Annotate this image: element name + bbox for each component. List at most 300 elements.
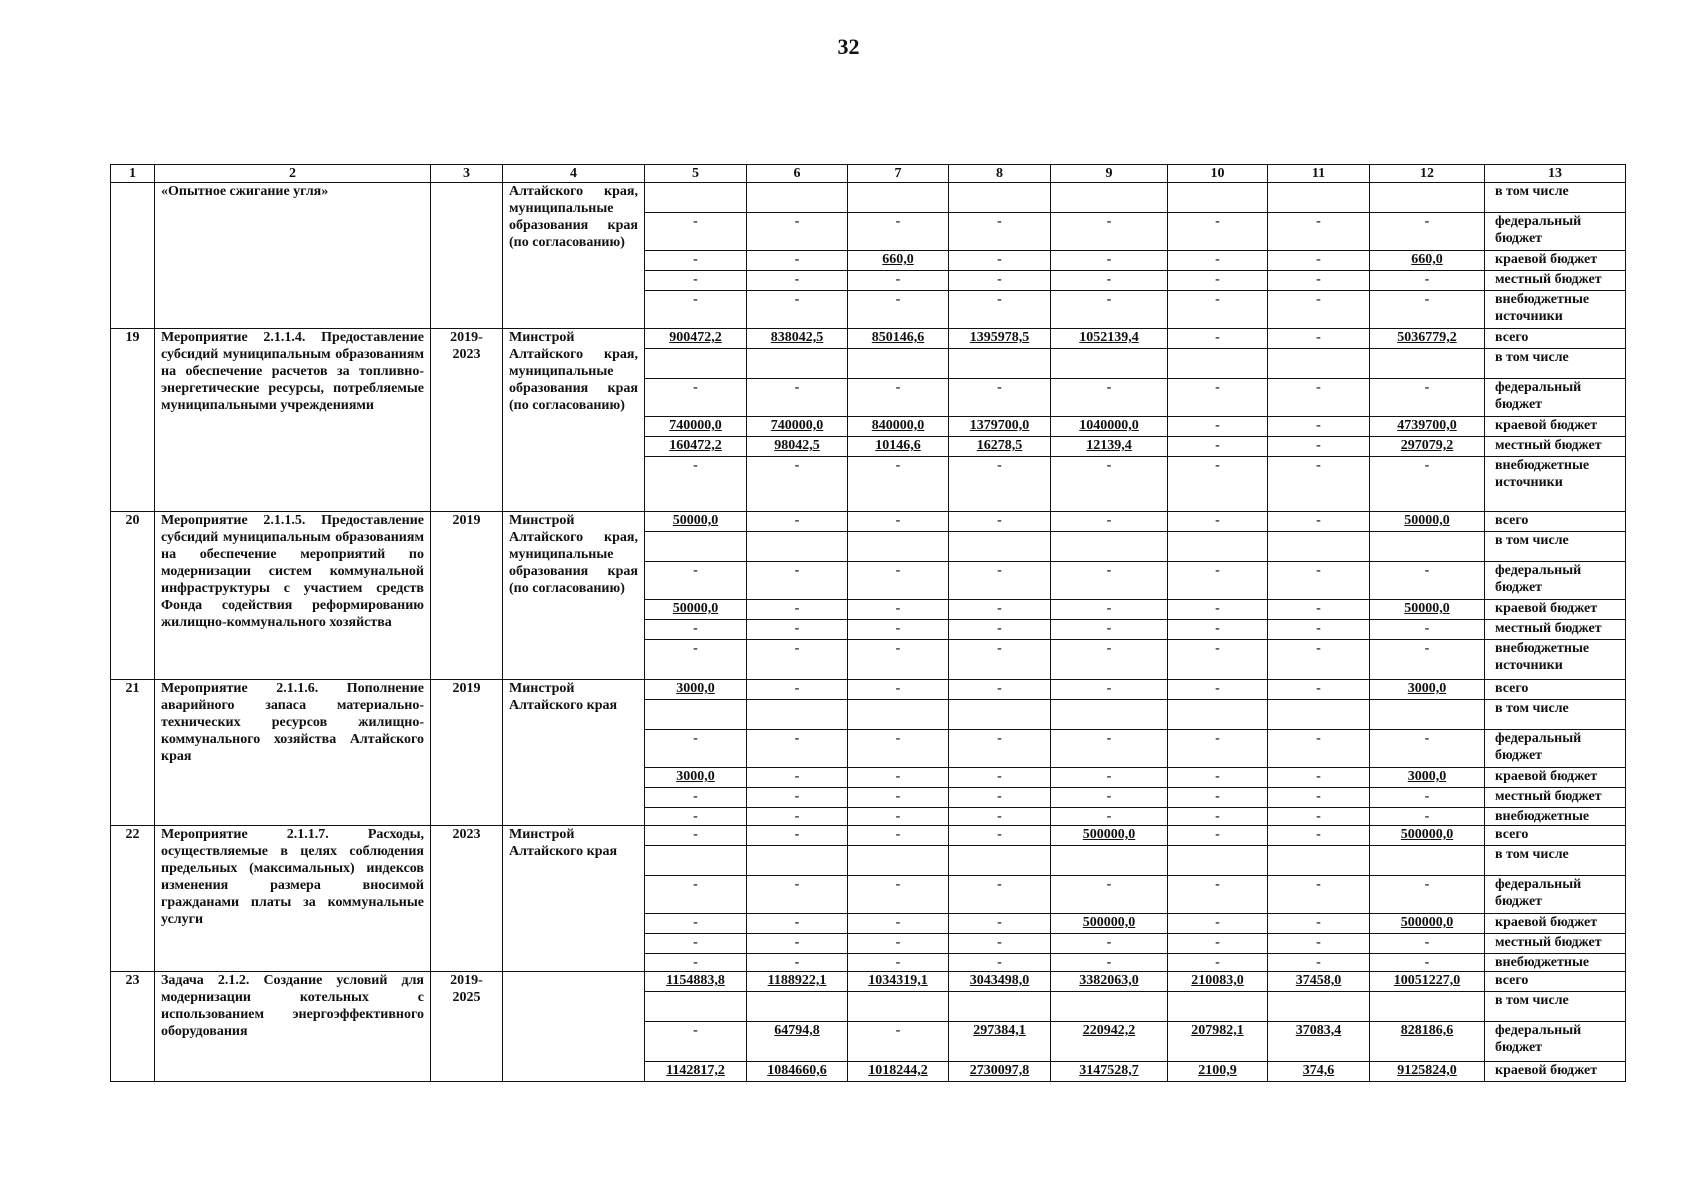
amount-cell (848, 914, 949, 934)
amount-cell (747, 349, 848, 379)
amount-cell (848, 417, 949, 437)
amount-value: - (997, 809, 1002, 824)
amount-value: - (997, 252, 1002, 267)
amount-value: - (794, 380, 800, 395)
amount-value: 50000,0 (672, 601, 719, 616)
amount-value: - (1316, 272, 1321, 287)
amount-value: - (997, 915, 1002, 930)
amount-cell (949, 213, 1051, 251)
amount-cell (645, 826, 747, 846)
amount-value: - (997, 955, 1002, 970)
amount-value: 1052139,4 (1079, 330, 1139, 345)
col-header: 1 (111, 165, 155, 183)
amount-value: - (1215, 214, 1220, 229)
amount-value: 740000,0 (770, 418, 824, 433)
amount-cell (848, 1022, 949, 1062)
amount-cell (747, 1062, 848, 1082)
amount-value: - (997, 214, 1002, 229)
amount-cell (645, 532, 747, 562)
amount-cell (1370, 680, 1485, 700)
amount-cell (747, 680, 848, 700)
amount-cell (1370, 417, 1485, 437)
amount-value: 50000,0 (1404, 513, 1450, 528)
amount-value: - (794, 214, 800, 229)
amount-value: 500000,0 (1400, 915, 1454, 930)
amount-value: - (895, 789, 901, 804)
amount-cell (1051, 700, 1168, 730)
amount-value: 1018244,2 (868, 1063, 928, 1078)
funding-source: в том числе (1485, 349, 1626, 379)
amount-cell (949, 437, 1051, 457)
amount-value: - (1106, 563, 1112, 578)
amount-value: - (1215, 601, 1220, 616)
amount-cell (645, 914, 747, 934)
amount-value: - (895, 827, 901, 842)
amount-cell (1051, 808, 1168, 826)
amount-value: - (895, 731, 901, 746)
amount-cell (848, 934, 949, 954)
amount-cell (1051, 934, 1168, 954)
amount-cell (1168, 640, 1268, 680)
funding-source: всего (1485, 972, 1626, 992)
amount-value: - (693, 955, 698, 970)
amount-cell (848, 457, 949, 512)
amount-cell (1370, 700, 1485, 730)
amount-value: - (1215, 769, 1220, 784)
executor: Минстрой Алтайского края (503, 826, 645, 972)
amount-value: 500000,0 (1082, 827, 1136, 842)
amount-cell (848, 512, 949, 532)
amount-cell (1168, 291, 1268, 329)
funding-source: федеральный бюджет (1485, 379, 1626, 417)
amount-cell (1051, 914, 1168, 934)
amount-value: - (1215, 438, 1220, 453)
amount-value: 10146,6 (875, 438, 921, 453)
amount-cell (949, 972, 1051, 992)
amount-cell (1370, 1022, 1485, 1062)
amount-value: - (997, 877, 1002, 892)
amount-cell (747, 562, 848, 600)
amount-cell (1268, 826, 1370, 846)
amount-value: 3000,0 (1407, 681, 1447, 696)
amount-cell (1370, 934, 1485, 954)
period: 2019-2025 (431, 972, 503, 1082)
amount-cell (949, 532, 1051, 562)
amount-value: - (997, 769, 1002, 784)
col-header: 10 (1168, 165, 1268, 183)
amount-value: 3382063,0 (1079, 973, 1139, 988)
amount-cell (1168, 1022, 1268, 1062)
amount-value: - (997, 621, 1002, 636)
amount-value: 210083,0 (1191, 973, 1244, 988)
amount-value: - (693, 252, 698, 267)
amount-cell (1268, 934, 1370, 954)
amount-value: 3000,0 (1407, 769, 1447, 784)
amount-cell (848, 437, 949, 457)
amount-cell (1051, 562, 1168, 600)
amount-value: 4739700,0 (1397, 418, 1457, 433)
amount-cell (1168, 700, 1268, 730)
amount-value: - (895, 272, 901, 287)
funding-source: в том числе (1485, 183, 1626, 213)
amount-cell (848, 532, 949, 562)
amount-cell (747, 992, 848, 1022)
measure-name: Мероприятие 2.1.1.7. Расходы, осуществляемые в целях соблюдения предельных (максимальных) индексов изменения размера вносимой гражданами платы за коммунальные услуги (155, 826, 431, 972)
funding-source: внебюджетные (1485, 808, 1626, 826)
funding-source: федеральный бюджет (1485, 1022, 1626, 1062)
amount-value: 2100,9 (1198, 1063, 1237, 1078)
funding-source: федеральный бюджет (1485, 213, 1626, 251)
amount-cell (645, 972, 747, 992)
amount-cell (1370, 562, 1485, 600)
amount-cell (1051, 291, 1168, 329)
amount-cell (848, 291, 949, 329)
amount-value: 37083,4 (1295, 1023, 1342, 1038)
amount-value: - (1106, 272, 1112, 287)
table-row (111, 680, 1626, 700)
amount-value: - (997, 380, 1002, 395)
amount-value: - (1316, 252, 1321, 267)
amount-cell (949, 992, 1051, 1022)
amount-cell (848, 251, 949, 271)
amount-cell (645, 640, 747, 680)
amount-value: - (693, 621, 698, 636)
amount-cell (1051, 640, 1168, 680)
amount-value: - (693, 458, 698, 473)
row-number: 23 (111, 972, 155, 1082)
amount-cell (1168, 826, 1268, 846)
amount-value: 1395978,5 (969, 330, 1030, 345)
amount-value: - (1316, 418, 1321, 433)
amount-cell (1268, 291, 1370, 329)
amount-value: - (1215, 809, 1220, 824)
amount-cell (1051, 271, 1168, 291)
amount-cell (949, 417, 1051, 437)
amount-cell (1051, 349, 1168, 379)
amount-cell (1168, 213, 1268, 251)
amount-value: - (1316, 330, 1321, 345)
amount-value: - (997, 563, 1002, 578)
budget-table (110, 164, 1626, 1082)
amount-value: - (693, 877, 698, 892)
amount-cell (848, 808, 949, 826)
amount-value: - (1106, 513, 1112, 528)
amount-value: - (794, 513, 800, 528)
amount-value: - (1106, 955, 1112, 970)
amount-cell (949, 788, 1051, 808)
col-header: 11 (1268, 165, 1370, 183)
amount-cell (645, 600, 747, 620)
amount-cell (645, 846, 747, 876)
amount-cell (1168, 417, 1268, 437)
amount-value: - (895, 955, 901, 970)
amount-cell (1370, 768, 1485, 788)
amount-value: - (895, 563, 901, 578)
funding-source: всего (1485, 512, 1626, 532)
amount-value: - (693, 915, 698, 930)
amount-cell (848, 846, 949, 876)
funding-source: федеральный бюджет (1485, 730, 1626, 768)
amount-cell (1168, 600, 1268, 620)
amount-value: - (1424, 789, 1430, 804)
amount-cell (645, 329, 747, 349)
amount-cell (1051, 620, 1168, 640)
funding-source: внебюджетные (1485, 954, 1626, 972)
amount-value: - (693, 380, 698, 395)
amount-value: - (1316, 214, 1321, 229)
amount-cell (747, 1022, 848, 1062)
amount-value: - (1424, 563, 1430, 578)
funding-source: краевой бюджет (1485, 417, 1626, 437)
amount-cell (1268, 788, 1370, 808)
amount-value: 1084660,6 (767, 1063, 827, 1078)
amount-value: - (693, 641, 698, 656)
amount-cell (1268, 808, 1370, 826)
funding-source: внебюджетные источники (1485, 457, 1626, 512)
amount-value: - (997, 827, 1002, 842)
amount-cell (1168, 562, 1268, 600)
amount-cell (747, 788, 848, 808)
amount-cell (645, 768, 747, 788)
measure-name: Задача 2.1.2. Создание условий для модернизации котельных с использованием энергоэффективного оборудования (155, 972, 431, 1082)
amount-value: - (895, 915, 901, 930)
amount-value: - (997, 272, 1002, 287)
col-header: 3 (431, 165, 503, 183)
amount-cell (1370, 620, 1485, 640)
col-header: 13 (1485, 165, 1626, 183)
amount-cell (645, 954, 747, 972)
amount-cell (747, 954, 848, 972)
amount-cell (1268, 379, 1370, 417)
amount-cell (747, 876, 848, 914)
amount-value: - (1215, 827, 1220, 842)
amount-value: - (1106, 252, 1112, 267)
amount-cell (747, 213, 848, 251)
amount-cell (1268, 437, 1370, 457)
table-row (111, 183, 1626, 213)
amount-value: - (693, 827, 698, 842)
amount-cell (1051, 954, 1168, 972)
amount-cell (645, 271, 747, 291)
amount-cell (645, 1062, 747, 1082)
amount-value: 5036779,2 (1397, 330, 1457, 345)
amount-value: - (794, 731, 800, 746)
amount-cell (1370, 788, 1485, 808)
amount-value: - (794, 641, 800, 656)
amount-cell (747, 251, 848, 271)
amount-value: 900472,2 (669, 330, 722, 345)
amount-value: - (1424, 955, 1430, 970)
funding-source: местный бюджет (1485, 271, 1626, 291)
amount-value: - (1215, 272, 1220, 287)
amount-cell (1268, 992, 1370, 1022)
amount-cell (747, 826, 848, 846)
col-header: 9 (1051, 165, 1168, 183)
amount-value: - (693, 809, 698, 824)
amount-cell (1268, 972, 1370, 992)
table-row (111, 826, 1626, 846)
amount-value: 1154883,8 (666, 973, 725, 988)
amount-cell (1168, 788, 1268, 808)
amount-cell (747, 808, 848, 826)
amount-value: - (895, 292, 901, 307)
amount-value: - (794, 809, 800, 824)
amount-cell (949, 808, 1051, 826)
amount-value: - (1106, 877, 1112, 892)
amount-cell (645, 992, 747, 1022)
amount-cell (949, 271, 1051, 291)
amount-cell (1051, 1022, 1168, 1062)
amount-value: 850146,6 (871, 330, 925, 345)
amount-cell (1051, 730, 1168, 768)
amount-value: 500000,0 (1400, 827, 1454, 842)
amount-value: - (1215, 380, 1220, 395)
amount-cell (949, 934, 1051, 954)
amount-value: 660,0 (1411, 252, 1443, 267)
funding-source: внебюджетные источники (1485, 640, 1626, 680)
amount-cell (949, 600, 1051, 620)
amount-cell (848, 876, 949, 914)
amount-value: - (794, 252, 800, 267)
amount-cell (1268, 954, 1370, 972)
amount-value: - (693, 731, 698, 746)
amount-value: - (1215, 418, 1220, 433)
amount-cell (1168, 620, 1268, 640)
amount-value: - (1424, 292, 1430, 307)
amount-cell (1370, 600, 1485, 620)
amount-value: - (794, 621, 800, 636)
row-number: 20 (111, 512, 155, 680)
amount-cell (645, 213, 747, 251)
amount-cell (1268, 213, 1370, 251)
amount-value: - (895, 621, 901, 636)
amount-cell (949, 620, 1051, 640)
amount-value: - (1316, 877, 1321, 892)
amount-cell (1168, 512, 1268, 532)
amount-cell (645, 457, 747, 512)
row-number: 22 (111, 826, 155, 972)
amount-cell (1268, 512, 1370, 532)
amount-cell (1370, 954, 1485, 972)
amount-value: 740000,0 (669, 418, 722, 433)
amount-value: - (1215, 915, 1220, 930)
amount-cell (747, 532, 848, 562)
amount-cell (1051, 788, 1168, 808)
amount-value: - (997, 601, 1002, 616)
amount-value: - (1215, 458, 1220, 473)
funding-source: в том числе (1485, 700, 1626, 730)
amount-value: - (1424, 935, 1430, 950)
amount-value: - (895, 601, 901, 616)
funding-source: федеральный бюджет (1485, 876, 1626, 914)
col-header: 2 (155, 165, 431, 183)
amount-cell (1370, 992, 1485, 1022)
amount-value: - (895, 681, 901, 696)
amount-cell (1051, 457, 1168, 512)
amount-value: - (693, 214, 698, 229)
amount-cell (1370, 876, 1485, 914)
amount-cell (949, 1062, 1051, 1082)
amount-cell (747, 291, 848, 329)
amount-cell (1370, 437, 1485, 457)
amount-value: - (895, 513, 901, 528)
measure-name: Мероприятие 2.1.1.6. Пополнение аварийного запаса материально-технических ресурсов жилищно-коммунального хозяйства Алтайского края (155, 680, 431, 826)
amount-cell (848, 379, 949, 417)
amount-value: - (693, 272, 698, 287)
amount-cell (645, 808, 747, 826)
amount-cell (1051, 251, 1168, 271)
amount-value: - (794, 877, 800, 892)
amount-value: - (1215, 563, 1220, 578)
amount-value: - (693, 563, 698, 578)
amount-cell (949, 914, 1051, 934)
amount-cell (1051, 876, 1168, 914)
col-header: 8 (949, 165, 1051, 183)
amount-cell (645, 291, 747, 329)
amount-cell (1168, 992, 1268, 1022)
amount-value: - (997, 681, 1002, 696)
amount-cell (1168, 846, 1268, 876)
amount-cell (848, 349, 949, 379)
amount-cell (1168, 437, 1268, 457)
amount-value: - (1106, 380, 1112, 395)
amount-value: 50000,0 (672, 513, 719, 528)
amount-value: 840000,0 (871, 418, 925, 433)
amount-cell (1268, 730, 1370, 768)
funding-source: краевой бюджет (1485, 600, 1626, 620)
amount-cell (1051, 1062, 1168, 1082)
amount-cell (747, 914, 848, 934)
amount-cell (1168, 457, 1268, 512)
amount-value: - (1215, 252, 1220, 267)
amount-cell (949, 183, 1051, 213)
amount-cell (645, 730, 747, 768)
amount-cell (645, 680, 747, 700)
amount-value: - (997, 458, 1002, 473)
amount-value: - (693, 1023, 698, 1038)
amount-value: - (794, 272, 800, 287)
amount-value: 2730097,8 (969, 1063, 1030, 1078)
period: 2019 (431, 512, 503, 680)
amount-value: - (1316, 789, 1321, 804)
amount-cell (1051, 826, 1168, 846)
amount-value: 297079,2 (1400, 438, 1454, 453)
amount-cell (1268, 600, 1370, 620)
amount-value: 1142817,2 (666, 1063, 725, 1078)
amount-value: - (1106, 214, 1112, 229)
amount-cell (645, 788, 747, 808)
amount-value: - (1424, 621, 1430, 636)
amount-cell (1051, 512, 1168, 532)
amount-cell (949, 680, 1051, 700)
amount-cell (645, 562, 747, 600)
amount-value: - (1316, 769, 1321, 784)
funding-source: местный бюджет (1485, 934, 1626, 954)
amount-value: - (1316, 731, 1321, 746)
amount-cell (1370, 251, 1485, 271)
amount-value: - (1424, 731, 1430, 746)
page-number: 32 (837, 34, 860, 59)
funding-source: местный бюджет (1485, 788, 1626, 808)
col-header: 4 (503, 165, 645, 183)
amount-cell (1268, 349, 1370, 379)
amount-value: - (794, 681, 800, 696)
amount-cell (747, 768, 848, 788)
executor: Минстрой Алтайского края, муниципальные образования края (по согласованию) (503, 512, 645, 680)
amount-cell (848, 730, 949, 768)
amount-cell (747, 329, 848, 349)
amount-value: - (1424, 458, 1430, 473)
